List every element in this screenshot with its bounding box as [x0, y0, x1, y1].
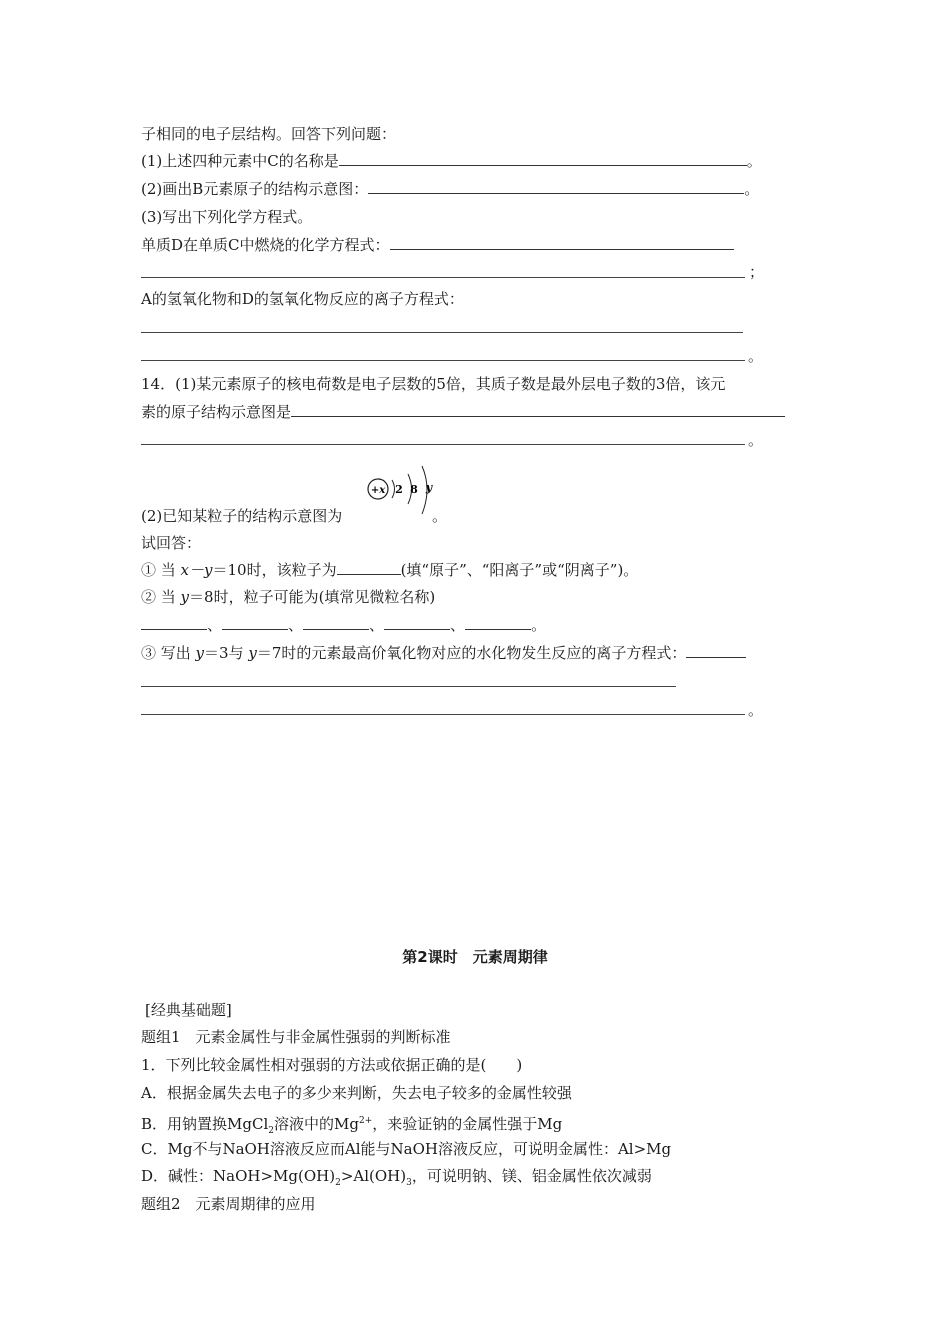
c1-mid: ＝10时，该粒子为	[212, 561, 337, 579]
shell2-label: 8	[410, 483, 418, 496]
option-d-mid: >Al(OH)	[340, 1167, 407, 1185]
option-d-post: ，可说明钠、镁、铝金属性依次减弱	[411, 1167, 652, 1185]
q13-part2-text: (2)画出B元素原子的结构示意图：	[141, 180, 369, 198]
period: 。	[748, 701, 764, 719]
c1-pre: ① 当	[141, 561, 181, 579]
answer-line-equation1[interactable]	[141, 277, 745, 278]
answer-blank-particle-5[interactable]	[465, 615, 531, 630]
separator: 、	[207, 616, 223, 634]
option-d-sub2: 3	[406, 1178, 412, 1188]
answer-blank-particle-3[interactable]	[303, 615, 369, 630]
option-c[interactable]: C．Mg不与NaOH溶液反应而Al能与NaOH溶液反应，可说明金属性：Al>Mg	[141, 1140, 672, 1158]
option-d-pre: D．碱性：NaOH>Mg(OH)	[141, 1167, 336, 1185]
answer-blank-particle-2[interactable]	[222, 615, 288, 630]
q13-part3a-text: 单质D在单质C中燃烧的化学方程式：	[141, 236, 390, 254]
q13-part3a	[141, 235, 734, 255]
c3-post: ＝7时的元素最高价氧化物对应的水化物发生反应的离子方程式：	[256, 644, 687, 662]
c2-post: ＝8时，粒子可能为(填常见微粒名称)	[189, 588, 436, 606]
q14-part2: (2)已知某粒子的结构示意图为	[141, 507, 343, 525]
separator: 、	[369, 616, 385, 634]
answer-line-structure[interactable]	[141, 444, 745, 445]
period: 。	[531, 616, 547, 634]
answer-blank-equation2[interactable]	[686, 643, 746, 658]
nucleus-label: +x	[370, 485, 386, 496]
q14-ask: 试回答：	[141, 534, 202, 552]
period: 。	[744, 180, 760, 198]
answer-blank-equation1[interactable]	[390, 235, 734, 250]
option-b-mid: 溶液中的Mg	[274, 1115, 359, 1133]
q13-intro-tail: 子相同的电子层结构。回答下列问题：	[141, 125, 397, 143]
q13-part2	[141, 179, 759, 199]
answer-line-ionic2[interactable]	[141, 360, 745, 361]
question-1: 1．下列比较金属性相对强弱的方法或依据正确的是( )	[141, 1056, 523, 1074]
period: 。	[748, 431, 764, 449]
c3-pre: ③ 写出	[141, 644, 196, 662]
option-b-sub: 2	[268, 1126, 274, 1136]
shell1-label: 2	[395, 483, 403, 496]
option-b-sup: 2+	[358, 1116, 373, 1126]
q14-c1	[141, 560, 638, 580]
answer-blank-particle-type[interactable]	[337, 560, 401, 575]
q14-c2	[141, 587, 435, 607]
q14-part1-line1: 14．(1)某元素原子的核电荷数是电子层数的5倍，其质子数是最外层电子数的3倍，该元	[141, 375, 726, 393]
q14-c2-blanks	[141, 615, 546, 635]
q14-part1-line2	[141, 402, 785, 422]
option-d-sub1: 2	[335, 1178, 341, 1188]
q13-part3b: A的氢氧化物和D的氢氧化物反应的离子方程式：	[141, 290, 464, 308]
section-tag: [经典基础题]	[145, 1001, 232, 1019]
period: 。	[746, 152, 762, 170]
period: 。	[748, 347, 764, 365]
section-title: 第2课时 元素周期律	[402, 948, 548, 966]
group2-heading: 题组2 元素周期律的应用	[141, 1195, 316, 1213]
c1-var: x－y	[180, 561, 213, 579]
c3-var1: y	[195, 644, 205, 662]
answer-line-ionic1[interactable]	[141, 332, 743, 333]
semicolon: ；	[749, 263, 765, 281]
option-b-post: ，来验证钠的金属性强于Mg	[372, 1115, 563, 1133]
option-a[interactable]: A．根据金属失去电子的多少来判断，失去电子较多的金属性较强	[141, 1084, 572, 1102]
c2-pre: ② 当	[141, 588, 181, 606]
q13-part1-text: (1)上述四种元素中C的名称是	[141, 152, 339, 170]
shell3-label: y	[425, 481, 433, 494]
c3-mid: ＝3与	[204, 644, 249, 662]
option-b[interactable]	[141, 1111, 562, 1141]
c1-post: (填“原子”、“阳离子”或“阴离子”)。	[400, 561, 639, 579]
option-d[interactable]	[141, 1166, 652, 1193]
q14-part1-text: 素的原子结构示意图是	[141, 403, 292, 421]
answer-line-equation2a[interactable]	[141, 686, 676, 687]
shell-arc-1	[392, 480, 395, 498]
separator: 、	[288, 616, 304, 634]
q13-part3: (3)写出下列化学方程式。	[141, 208, 313, 226]
answer-blank-particle-4[interactable]	[384, 615, 450, 630]
answer-blank-particle-1[interactable]	[141, 615, 207, 630]
answer-blank-structure[interactable]	[291, 402, 785, 417]
option-b-pre: B．用钠置换MgCl	[141, 1115, 269, 1133]
c3-var2: y	[248, 644, 257, 662]
period: 。	[432, 507, 448, 525]
c2-var: y	[180, 588, 190, 606]
answer-blank-b-diagram[interactable]	[368, 179, 744, 194]
q14-c3	[141, 643, 746, 663]
separator: 、	[450, 616, 466, 634]
group1-heading: 题组1 元素金属性与非金属性强弱的判断标准	[141, 1028, 451, 1046]
answer-blank-c-name[interactable]	[339, 151, 747, 166]
answer-line-equation2b[interactable]	[141, 714, 745, 715]
q13-part1	[141, 151, 762, 171]
